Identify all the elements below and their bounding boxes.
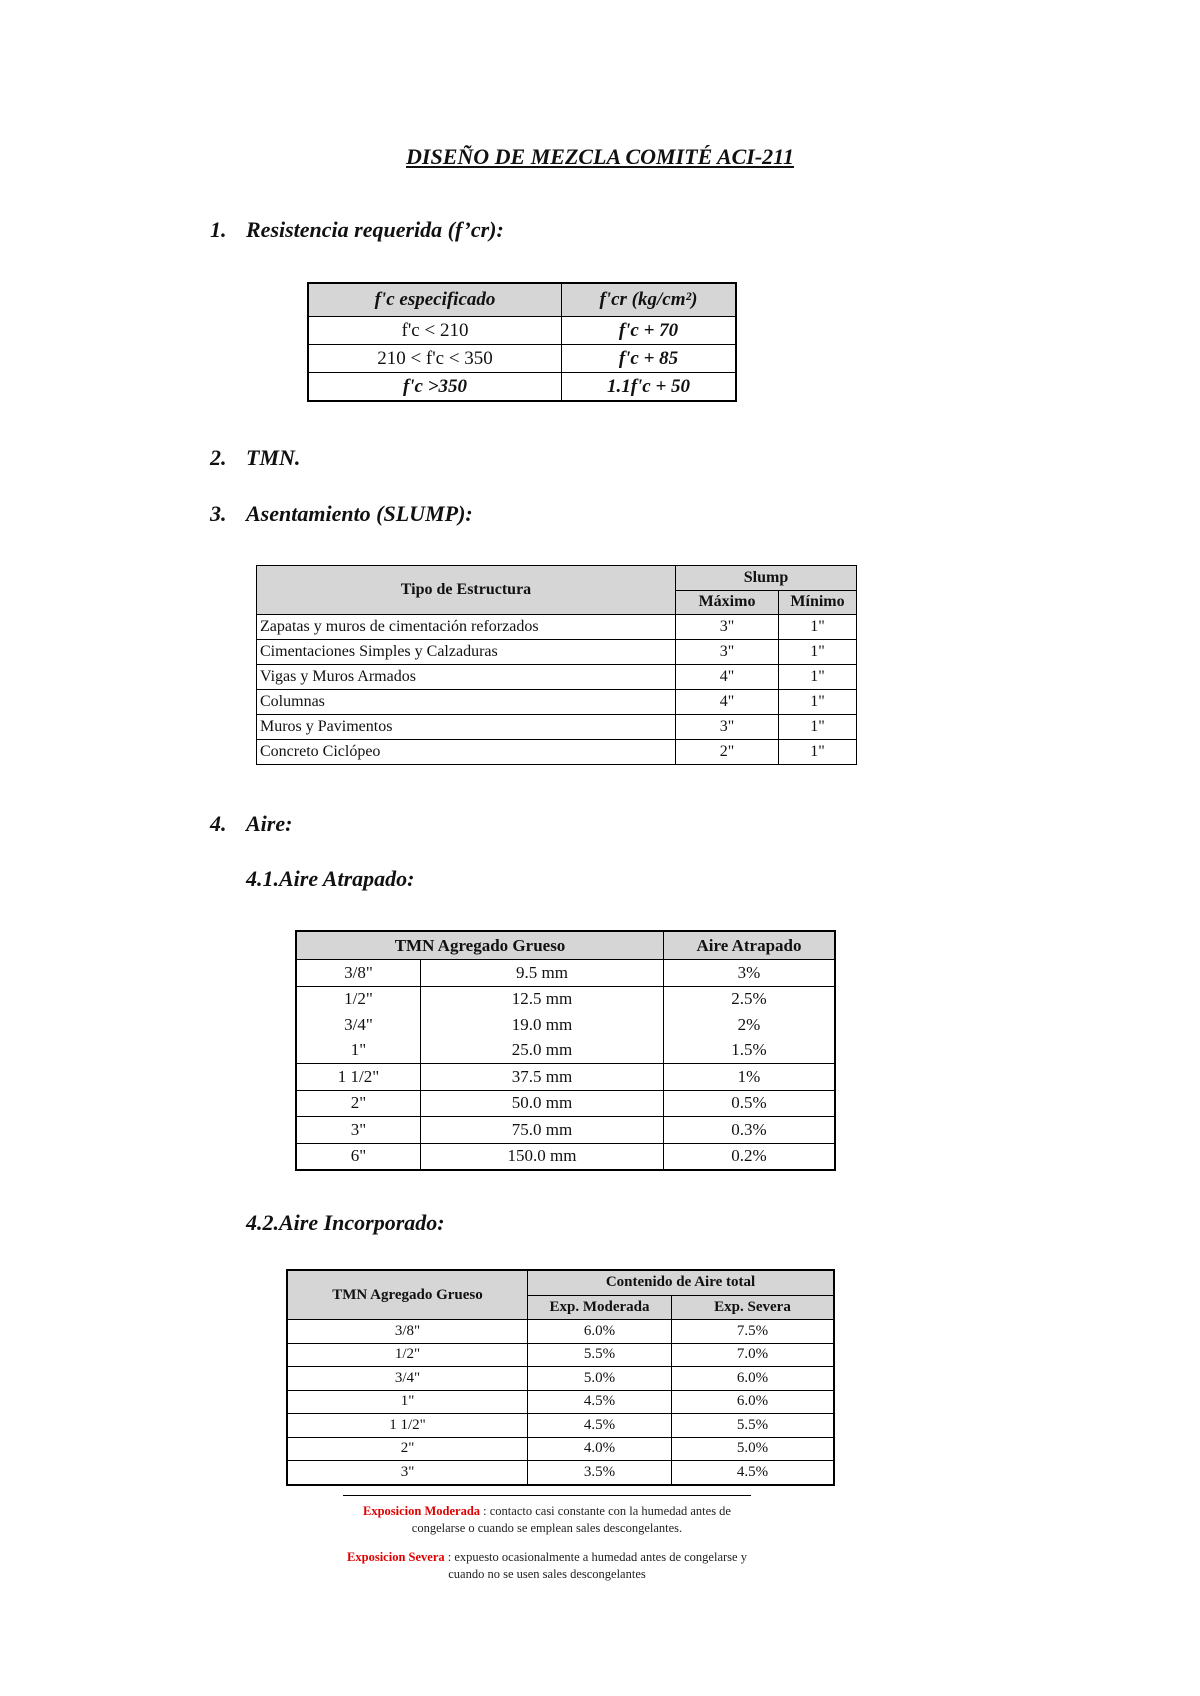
header-tmn: TMN Agregado Grueso [287,1270,528,1320]
table-cell: Muros y Pavimentos [257,715,676,740]
table-row [287,1390,834,1414]
table-cell: f'c < 210 [308,317,562,345]
header-severe: Exp. Severa [672,1295,835,1320]
note-severe-exposure [343,1549,751,1583]
table-row [296,1143,835,1170]
section-number: 4.1. [246,866,279,891]
note-label: Exposicion Moderada [363,1504,481,1518]
table-cell: 4" [676,665,779,690]
table-cell: 4" [676,690,779,715]
section-heading-slump [210,501,473,527]
table-row [296,1117,835,1144]
table-cell: 6.0% [672,1367,835,1391]
table-cell: 5.0% [672,1437,835,1461]
table-cell: 1 1/2" [287,1414,528,1438]
note-moderate-exposure [343,1503,751,1537]
header-slump: Slump [676,566,857,591]
table-cell: 25.0 mm [421,1038,664,1064]
table-row [257,665,857,690]
table-cell: 7.5% [672,1320,835,1344]
table-cell: 9.5 mm [421,960,664,987]
table-cell: Vigas y Muros Armados [257,665,676,690]
table-row [287,1461,834,1485]
header-structure-type: Tipo de Estructura [257,566,676,615]
table-cell: 1" [779,690,857,715]
table-cell: f'c + 85 [562,345,737,373]
note-label: Exposicion Severa [347,1550,445,1564]
table-cell: 3" [676,715,779,740]
table-cell: f'c >350 [308,373,562,402]
header-min: Mínimo [779,590,857,615]
table-cell: 1% [664,1064,836,1091]
table-cell: 5.5% [528,1343,672,1367]
table-row [296,986,835,1012]
table-header-row [296,931,835,960]
table-cell: 4.5% [528,1414,672,1438]
table-row [296,1064,835,1091]
resistance-table [307,282,737,402]
table-header-row [287,1270,834,1295]
section-number: 3. [210,501,227,526]
table-cell: 1.1f'c + 50 [562,373,737,402]
table-cell: 3" [676,640,779,665]
table-cell: 3/4" [287,1367,528,1391]
section-number: 4. [210,811,227,836]
table-row [257,690,857,715]
table-cell: 2.5% [664,986,836,1012]
section-number: 4.2. [246,1210,279,1235]
table-row [287,1320,834,1344]
section-heading-incorporated-air [246,1210,445,1236]
table-cell: Concreto Ciclópeo [257,740,676,765]
table-cell: 75.0 mm [421,1117,664,1144]
section-heading-resistance [210,217,504,243]
table-row [257,715,857,740]
table-cell: 3" [676,615,779,640]
table-cell: 1" [779,615,857,640]
section-label: Resistencia requerida (f’cr): [246,217,504,242]
table-cell: 37.5 mm [421,1064,664,1091]
table-header-row [308,283,736,317]
table-cell: 1/2" [287,1343,528,1367]
table-row [257,615,857,640]
table-cell: 3% [664,960,836,987]
table-cell: Columnas [257,690,676,715]
table-row [308,345,736,373]
table-cell: 0.5% [664,1090,836,1117]
table-cell: 1/2" [296,986,421,1012]
table-cell: 3" [287,1461,528,1485]
table-cell: 3/8" [296,960,421,987]
table-cell: 7.0% [672,1343,835,1367]
table-row [308,317,736,345]
table-cell: Cimentaciones Simples y Calzaduras [257,640,676,665]
header-fcr: f'cr (kg/cm²) [562,283,737,317]
table-cell: 4.5% [672,1461,835,1485]
table-cell: Zapatas y muros de cimentación reforzados [257,615,676,640]
table-cell: 50.0 mm [421,1090,664,1117]
table-cell: 4.5% [528,1390,672,1414]
table-cell: 5.0% [528,1367,672,1391]
table-cell: 6.0% [528,1320,672,1344]
header-max: Máximo [676,590,779,615]
section-heading-air [210,811,292,837]
note-text: : expuesto ocasionalmente a humedad antes de congelarse y cuando no se usen sales descongelantes [444,1550,747,1581]
table-cell: 1.5% [664,1038,836,1064]
table-cell: 2% [664,1012,836,1038]
table-row [308,373,736,402]
table-cell: 3/4" [296,1012,421,1038]
section-label: Aire Atrapado: [279,866,415,891]
table-cell: 1" [779,665,857,690]
table-cell: 0.3% [664,1117,836,1144]
header-moderate: Exp. Moderada [528,1295,672,1320]
section-label: TMN. [246,445,301,470]
section-number: 2. [210,445,227,470]
section-label: Aire: [246,811,293,836]
table-cell: 1" [287,1390,528,1414]
table-cell: 1" [779,740,857,765]
table-cell: 2" [287,1437,528,1461]
table-cell: 6" [296,1143,421,1170]
table-cell: 3" [296,1117,421,1144]
table-cell: 4.0% [528,1437,672,1461]
section-label: Aire Incorporado: [279,1210,445,1235]
note-text: : contacto casi constante con la humedad antes de congelarse o cuando se emplean sales descongelantes. [411,1504,731,1535]
page-title: DISEÑO DE MEZCLA COMITÉ ACI-211 [406,144,794,169]
table-row [257,640,857,665]
header-tmn: TMN Agregado Grueso [296,931,664,960]
table-row [296,1012,835,1038]
section-number: 1. [210,217,227,242]
section-heading-tmn [210,445,300,471]
header-fc-specified: f'c especificado [308,283,562,317]
slump-table [256,565,857,765]
table-cell: 19.0 mm [421,1012,664,1038]
table-cell: 12.5 mm [421,986,664,1012]
table-row [296,1090,835,1117]
table-cell: 210 < f'c < 350 [308,345,562,373]
header-total-air: Contenido de Aire total [528,1270,835,1295]
section-label: Asentamiento (SLUMP): [246,501,473,526]
table-row [287,1367,834,1391]
table-cell: 150.0 mm [421,1143,664,1170]
table-row [296,1038,835,1064]
table-row [296,960,835,987]
table-cell: 5.5% [672,1414,835,1438]
section-heading-entrapped-air [246,866,414,892]
table-row [257,740,857,765]
table-cell: 3/8" [287,1320,528,1344]
entrapped-air-table [295,930,836,1171]
notes-divider [343,1495,751,1496]
table-cell: 1 1/2" [296,1064,421,1091]
table-cell: 2" [676,740,779,765]
table-row [287,1437,834,1461]
header-entrapped-air: Aire Atrapado [664,931,836,960]
table-header-row [257,566,857,591]
table-cell: 3.5% [528,1461,672,1485]
incorporated-air-table [286,1269,835,1486]
table-row [287,1343,834,1367]
table-cell: 1" [296,1038,421,1064]
table-cell: 6.0% [672,1390,835,1414]
table-cell: 0.2% [664,1143,836,1170]
table-cell: 2" [296,1090,421,1117]
table-cell: 1" [779,640,857,665]
table-cell: 1" [779,715,857,740]
table-cell: f'c + 70 [562,317,737,345]
table-row [287,1414,834,1438]
